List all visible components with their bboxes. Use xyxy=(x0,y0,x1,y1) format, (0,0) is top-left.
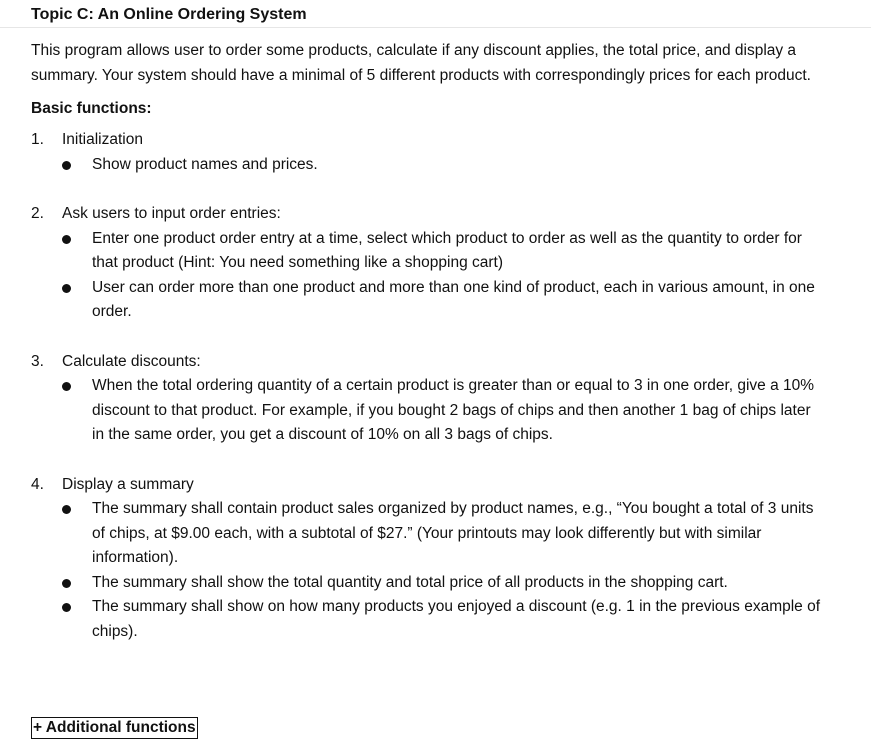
function-item-order-entries xyxy=(31,202,871,325)
bullet-item: Show product names and prices. xyxy=(62,153,822,178)
intro-paragraph: This program allows user to order some products, calculate if any discount applies, the total price, and display a summary. Your system should have a minimal of 5 different products with correspondingly prices for each product. xyxy=(31,42,811,84)
bullet-list xyxy=(62,374,871,448)
header-divider xyxy=(0,27,871,28)
function-item-discounts xyxy=(31,350,871,448)
page-title: Topic C: An Online Ordering System xyxy=(31,6,307,23)
function-item-summary xyxy=(31,473,871,645)
basic-functions-heading: Basic functions: xyxy=(31,100,152,117)
bullet-icon xyxy=(62,505,71,514)
bullet-list xyxy=(62,153,871,178)
item-number: 1. xyxy=(31,131,44,148)
bullet-list xyxy=(62,227,871,325)
bullet-icon xyxy=(62,603,71,612)
bullet-icon xyxy=(62,284,71,293)
item-number: 4. xyxy=(31,475,44,493)
bullet-item: The summary shall show the total quantity and total price of all products in the shopping cart. xyxy=(62,571,822,596)
item-number: 2. xyxy=(31,205,44,222)
item-label: Ask users to input order entries: xyxy=(62,205,281,222)
functions-list xyxy=(31,128,871,644)
bullet-icon xyxy=(62,235,71,244)
bullet-item: User can order more than one product and more than one kind of product, each in various amount, in one order. xyxy=(62,276,822,325)
bullet-item: When the total ordering quantity of a certain product is greater than or equal to 3 in one order, give a 10% discount to that product. For example, if you bought 2 bags of chips and then another 1 bag of chips later in the same order, you get a discount of 10% on all 3 bags of chips. xyxy=(62,374,822,448)
item-number: 3. xyxy=(31,352,44,370)
item-label: Display a summary xyxy=(62,475,194,493)
bullet-item: The summary shall show on how many products you enjoyed a discount (e.g. 1 in the previous example of chips). xyxy=(62,595,822,644)
bullet-list xyxy=(62,497,871,644)
bullet-item: Enter one product order entry at a time, select which product to order as well as the quantity to order for that product (Hint: You need something like a shopping cart) xyxy=(62,227,822,276)
item-label: Initialization xyxy=(62,131,143,148)
additional-functions-heading: + Additional functions xyxy=(31,717,198,739)
function-item-initialization xyxy=(31,128,871,177)
bullet-icon xyxy=(62,161,71,170)
bullet-item: The summary shall contain product sales organized by product names, e.g., “You bought a total of 3 units of chips, at $9.00 each, with a subtotal of $27.” (Your printouts may look differently but with similar information). xyxy=(62,497,822,571)
bullet-icon xyxy=(62,579,71,588)
bullet-icon xyxy=(62,382,71,391)
item-label: Calculate discounts: xyxy=(62,352,201,370)
